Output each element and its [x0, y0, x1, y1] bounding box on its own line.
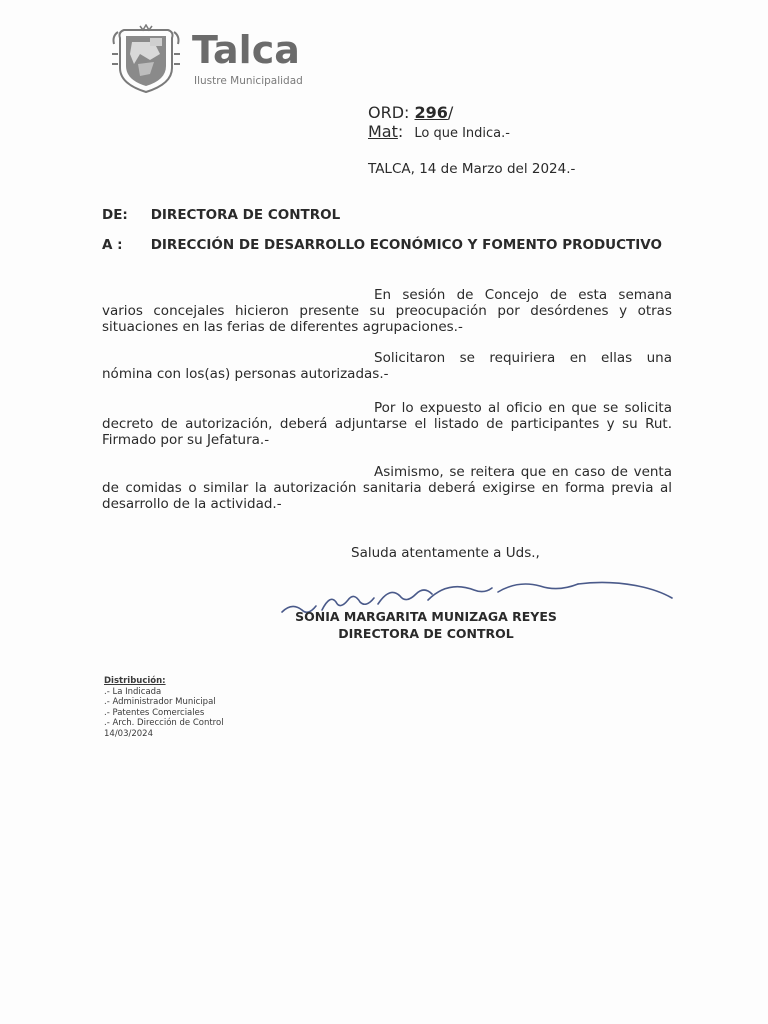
mat-label: Mat: [368, 122, 398, 141]
signer-name: SONIA MARGARITA MUNIZAGA REYES: [295, 609, 557, 624]
body-paragraph: Asimismo, se reitera que en caso de venta de comidas o similar la autorización sanitaria deberá exigirse en forma previa al desarrollo de la actividad.-: [102, 464, 672, 512]
signer-title: DIRECTORA DE CONTROL: [338, 626, 514, 641]
distribution-list: [104, 676, 224, 740]
distribution-title: Distribución:: [104, 676, 166, 686]
municipal-logo: [110, 24, 330, 96]
closing-salutation: Saluda atentamente a Uds.,: [351, 545, 540, 561]
mat-line: [368, 121, 510, 145]
distribution-item: 14/03/2024: [104, 728, 153, 739]
from-label: DE:: [102, 207, 128, 223]
ord-label: ORD:: [368, 103, 410, 122]
body-paragraph: En sesión de Concejo de esta semana varios concejales hicieron presente su preocupación por desórdenes y otras situaciones en las ferias de diferentes agrupaciones.-: [102, 287, 672, 335]
body-paragraph: Por lo expuesto al oficio en que se solicita decreto de autorización, deberá adjuntarse el listado de participantes y su Rut. Firmado por su Jefatura.-: [102, 400, 672, 448]
distribution-item: .- La Indicada: [104, 686, 162, 697]
to-value: DIRECCIÓN DE DESARROLLO ECONÓMICO Y FOMENTO PRODUCTIVO: [150, 237, 662, 253]
mat-colon: :: [397, 122, 404, 141]
municipal-coat-of-arms-icon: [110, 24, 182, 94]
from-value: DIRECTORA DE CONTROL: [150, 207, 341, 223]
distribution-item: .- Patentes Comerciales: [104, 707, 205, 718]
ord-suffix: /: [447, 103, 454, 122]
logo-title: Talca: [192, 28, 300, 72]
to-label: A :: [102, 237, 123, 253]
body-paragraph: Solicitaron se requiriera en ellas una nómina con los(as) personas autorizadas.-: [102, 350, 672, 382]
distribution-item: .- Arch. Dirección de Control: [104, 718, 224, 729]
document-date: TALCA, 14 de Marzo del 2024.-: [368, 161, 576, 177]
mat-value: Lo que Indica.-: [414, 126, 510, 141]
ord-number: 296: [414, 103, 448, 122]
distribution-item: .- Administrador Municipal: [104, 697, 216, 708]
logo-subtitle: Ilustre Municipalidad: [194, 75, 303, 87]
from-line: [102, 205, 340, 225]
to-line: [102, 235, 662, 255]
